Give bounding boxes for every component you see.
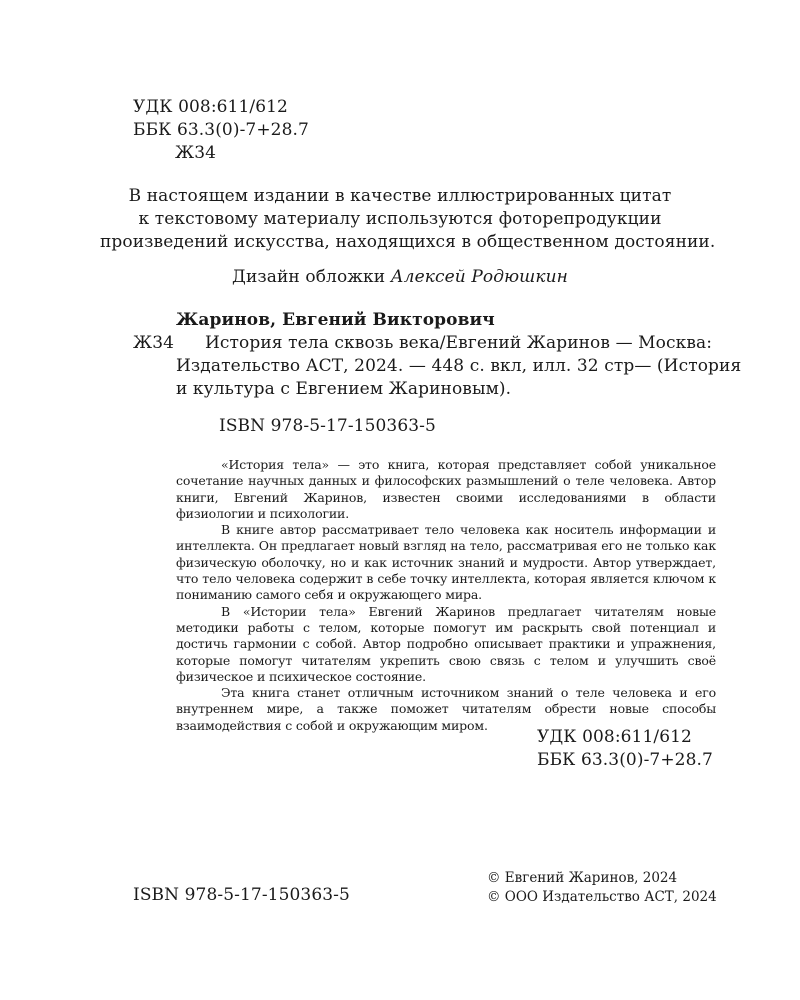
bottom-bbk-code: ББК 63.3(0)-7+28.7 (537, 750, 713, 770)
annotation-paragraph-3: В «Истории тела» Евгений Жаринов предлагает читателям новые методики работы с телом, которые помогут им раскрыть свой потенциал и достичь гармонии с собой. Автор подробно описывает практики и упражнения, которые помогут читателям укрепить свою связь с телом и улучшить своё физическое и психическое состояние. (176, 603, 716, 684)
catalog-author-heading: Жаринов, Евгений Викторович (176, 310, 495, 330)
catalog-author-mark: Ж34 (133, 333, 175, 353)
top-classification-block (133, 96, 433, 165)
catalog-line-1: История тела сквозь века/Евгений Жаринов — Москва: (205, 333, 713, 353)
book-annotation (176, 457, 716, 734)
catalog-line-3: и культура с Евгением Жариновым). (176, 379, 512, 399)
copyright-block (487, 869, 717, 907)
top-bbk-code: ББК 63.3(0)-7+28.7 (133, 120, 309, 140)
notice-line-1: В настоящем издании в качестве иллюстрированных цитат (128, 186, 672, 206)
footer-isbn: ISBN 978-5-17-150363-5 (133, 885, 350, 905)
cover-design-label: Дизайн обложки (232, 267, 386, 287)
catalog-description (176, 332, 742, 401)
cover-designer-name: Алексей Родюшкин (390, 267, 568, 287)
catalog-isbn: ISBN 978-5-17-150363-5 (219, 416, 436, 436)
annotation-paragraph-4: Эта книга станет отличным источником знаний о теле человека и его внутреннем мире, а также поможет читателям обрести новые способы взаимодействия с собой и окружающим миром. (176, 685, 716, 733)
bottom-udk-code: УДК 008:611/612 (537, 727, 692, 747)
catalog-line-2: Издательство АСТ, 2024. — 448 с. вкл, илл. 32 стр— (История (176, 356, 742, 376)
public-domain-notice (100, 185, 716, 254)
copyright-publisher: © ООО Издательство АСТ, 2024 (487, 889, 717, 905)
annotation-paragraph-1: «История тела» — это книга, которая представляет собой уникальное сочетание научных данных и философских размышлений о теле человека. Автор книги, Евгений Жаринов, известен своими исследованиями в области физиологии и психологии. (176, 457, 716, 521)
notice-line-2: к текстовому материалу используются фоторепродукции (138, 209, 662, 229)
top-udk-code: УДК 008:611/612 (133, 97, 288, 117)
annotation-paragraph-2: В книге автор рассматривает тело человека как носитель информации и интеллекта. Он предлагает новый взгляд на тело, рассматривая его не только как физическую оболочку, но и как источник знаний и мудрости. Автор утверждает, что тело человека содержит в себе точку интеллекта, которая является ключом к пониманию самого себя и окружающего мира. (176, 522, 716, 603)
notice-line-3: произведений искусства, находящихся в общественном достоянии. (100, 232, 716, 252)
bottom-classification-block (537, 726, 713, 772)
cover-design-credit (100, 266, 700, 289)
top-author-mark: Ж34 (175, 143, 217, 163)
copyright-author: © Евгений Жаринов, 2024 (487, 870, 678, 886)
